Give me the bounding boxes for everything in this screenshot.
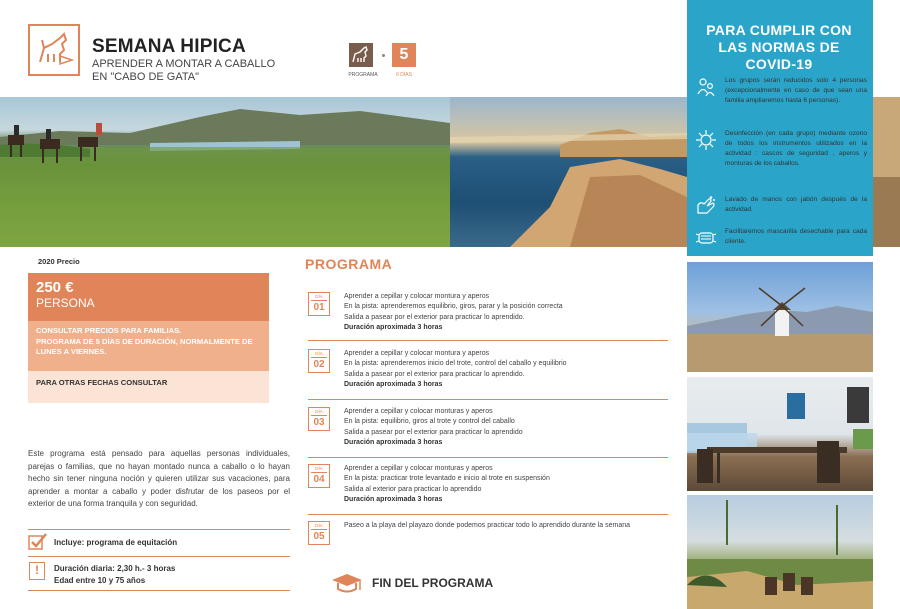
terrace-photo [687,377,873,491]
covid-title: PARA CUMPLIR CON LAS NORMAS DE COVID-19 [706,22,852,72]
covid-item: Los grupos serán reducidos solo 4 personas (excepcionalmente en caso de que sean una familia ampliaremos hasta 6 personas). [695,76,867,106]
covid-item: Lavado de manos con jabón después de la actividad. [695,195,867,215]
divider [28,590,290,591]
trail-ride-photo [687,495,873,609]
group-icon [695,76,717,98]
program-description: Este programa está pensado para aquellas personas individuales, parejas o familias, que no hayan montado nunca a caballo o lo hayan hecho sin tener ninguna noción y quieren utilizar sus vacaciones, para aprender a montar a caballo y poder disfrutar de los paseos por el exterior de una forma tranquila y con seguridad. [28,449,290,508]
horse-logo-icon [28,24,80,76]
days-label: 6 DÍAS [396,72,412,78]
page-title: SEMANA HIPICA [92,36,246,57]
price-box [28,273,269,321]
duration-info: Duración diaria: 2,30 h.- 3 horas Edad entre 10 y 75 años [54,564,176,585]
days-count: 5 [392,43,416,67]
virus-icon [695,129,717,151]
program-label: PROGRAMA [348,72,378,78]
warning-icon: ! [29,562,45,580]
day-badge: DÍA 04 [308,464,330,488]
includes-label: Incluye: programa de equitación [54,538,178,547]
divider [28,529,290,530]
price-unit: PERSONA [36,296,95,310]
day-badge: DÍA 02 [308,349,330,373]
price-year-label: 2020 Precio [38,257,80,266]
covid-item: Facilitaremos mascarilla desechable para cada cliente. [695,227,867,247]
price-value: 250 € [36,279,74,296]
page-subtitle: APRENDER A MONTAR A CABALLO EN "CABO DE GATA" [92,58,276,83]
covid-panel [687,0,873,256]
windmill-photo [687,262,873,372]
check-icon [28,533,48,556]
program-horse-icon [349,43,373,67]
covid-item: Desinfección (en cada grupo) mediante ozono de todos los instrumentos utilizados en la actividad : cascos de seguridad , aperos y monturas de los caballos. [695,129,867,169]
divider [28,556,290,557]
horse-riders-photo [0,97,450,247]
day-badge: DÍA 05 [308,521,330,545]
handwash-icon [695,195,717,217]
consult-box: CONSULTAR PRECIOS PARA FAMILIAS. PROGRAMA DE 5 DÍAS DE DURACIÓN, NORMALMENTE DE LUNES A VIERNES. [28,321,269,371]
mask-icon [695,227,717,249]
day-badge: DÍA 03 [308,407,330,431]
day-badge: DÍA 01 [308,292,330,316]
other-dates-box: PARA OTRAS FECHAS CONSULTAR [28,371,269,403]
program-title: PROGRAMA [305,256,393,272]
separator-dot [382,54,385,57]
program-end-label: FIN DEL PROGRAMA [372,576,494,590]
cliff-sea-photo [450,97,687,247]
graduation-cap-icon [330,572,364,599]
